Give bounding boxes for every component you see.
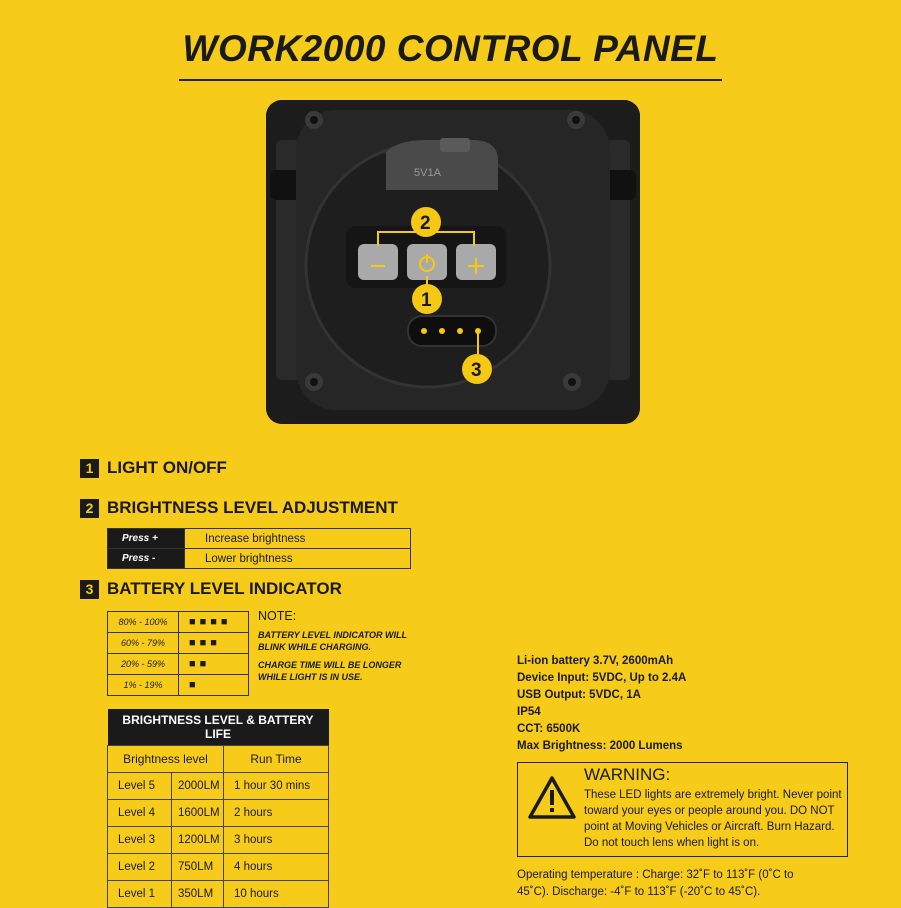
note-heading: NOTE: — [258, 609, 297, 623]
title-underline — [179, 79, 722, 81]
warning-triangle-icon — [527, 775, 577, 821]
column-header-brightness: Brightness level — [108, 746, 224, 773]
life-table-title: BRIGHTNESS LEVEL & BATTERY LIFE — [108, 709, 329, 746]
lumens-cell: 2000LM — [172, 773, 224, 800]
section-title: BATTERY LEVEL INDICATOR — [107, 579, 342, 598]
press-key: Press - — [108, 549, 185, 569]
table-row — [108, 881, 329, 908]
battery-range: 1% - 19% — [108, 675, 179, 696]
table-row — [108, 654, 249, 675]
spec-cct: CCT: 6500K — [517, 723, 581, 735]
spec-battery: Li-ion battery 3.7V, 2600mAh — [517, 655, 674, 667]
battery-dots: ■■■■ — [179, 612, 249, 633]
table-row — [108, 675, 249, 696]
page-title: WORK2000 CONTROL PANEL — [182, 28, 719, 69]
table-row — [108, 827, 329, 854]
table-row — [108, 549, 411, 569]
battery-range: 80% - 100% — [108, 612, 179, 633]
control-panel-photo — [266, 100, 640, 424]
note-charge-time: CHARGE TIME WILL BE LONGER WHILE LIGHT IS IN USE. — [258, 660, 402, 682]
spec-input: Device Input: 5VDC, Up to 2.4A — [517, 672, 687, 684]
section-title: BRIGHTNESS LEVEL ADJUSTMENT — [107, 498, 398, 517]
table-row — [108, 854, 329, 881]
level-cell: Level 2 — [108, 854, 172, 881]
runtime-cell: 3 hours — [224, 827, 329, 854]
brightness-life-table — [107, 709, 329, 908]
battery-dots: ■■■ — [179, 633, 249, 654]
press-action: Increase brightness — [185, 529, 411, 549]
warning-title: WARNING: — [584, 765, 671, 784]
table-row — [108, 773, 329, 800]
table-row — [108, 633, 249, 654]
spec-usb-output: USB Output: 5VDC, 1A — [517, 689, 641, 701]
level-cell: Level 3 — [108, 827, 172, 854]
table-row — [108, 529, 411, 549]
battery-dots: ■■ — [179, 654, 249, 675]
spec-list — [517, 653, 686, 755]
section-number: 2 — [80, 499, 99, 518]
svg-text:2: 2 — [420, 213, 431, 234]
section-brightness-adjustment — [80, 498, 398, 518]
battery-range: 20% - 59% — [108, 654, 179, 675]
battery-dots: ■ — [179, 675, 249, 696]
lumens-cell: 1600LM — [172, 800, 224, 827]
table-row — [108, 612, 249, 633]
runtime-cell: 10 hours — [224, 881, 329, 908]
spec-max-brightness: Max Brightness: 2000 Lumens — [517, 740, 683, 752]
press-table — [107, 528, 411, 569]
runtime-cell: 1 hour 30 mins — [224, 773, 329, 800]
spec-ip-rating: IP54 — [517, 706, 541, 718]
level-cell: Level 5 — [108, 773, 172, 800]
section-light-on-off — [80, 458, 227, 478]
press-key: Press + — [108, 529, 185, 549]
lumens-cell: 350LM — [172, 881, 224, 908]
lumens-cell: 750LM — [172, 854, 224, 881]
runtime-cell: 2 hours — [224, 800, 329, 827]
table-row — [108, 800, 329, 827]
battery-level-table — [107, 611, 249, 696]
press-action: Lower brightness — [185, 549, 411, 569]
lumens-cell: 1200LM — [172, 827, 224, 854]
column-header-runtime: Run Time — [224, 746, 329, 773]
operating-temperature: Operating temperature : Charge: 32˚F to 113˚F (0˚C to 45˚C). Discharge: -4˚F to 113˚F (-20˚C to 45˚C). — [517, 869, 794, 898]
warning-box — [517, 762, 848, 857]
warning-text: These LED lights are extremely bright. Never point toward your eyes or people around you. DO NOT point at Moving Vehicles or Aircraft. Burn Hazard. Do not touch lens when light is on. — [584, 789, 842, 849]
section-number: 1 — [80, 459, 99, 478]
usb-rating-label: 5V1A — [414, 167, 441, 179]
battery-range: 60% - 79% — [108, 633, 179, 654]
svg-text:3: 3 — [471, 360, 482, 381]
level-cell: Level 4 — [108, 800, 172, 827]
section-number: 3 — [80, 580, 99, 599]
runtime-cell: 4 hours — [224, 854, 329, 881]
level-cell: Level 1 — [108, 881, 172, 908]
section-title: LIGHT ON/OFF — [107, 458, 227, 477]
section-battery-indicator — [80, 579, 342, 599]
svg-text:1: 1 — [421, 290, 432, 311]
minus-button — [358, 244, 398, 280]
note-blink: BATTERY LEVEL INDICATOR WILL BLINK WHILE CHARGING. — [258, 630, 407, 652]
table-header-row — [108, 746, 329, 773]
